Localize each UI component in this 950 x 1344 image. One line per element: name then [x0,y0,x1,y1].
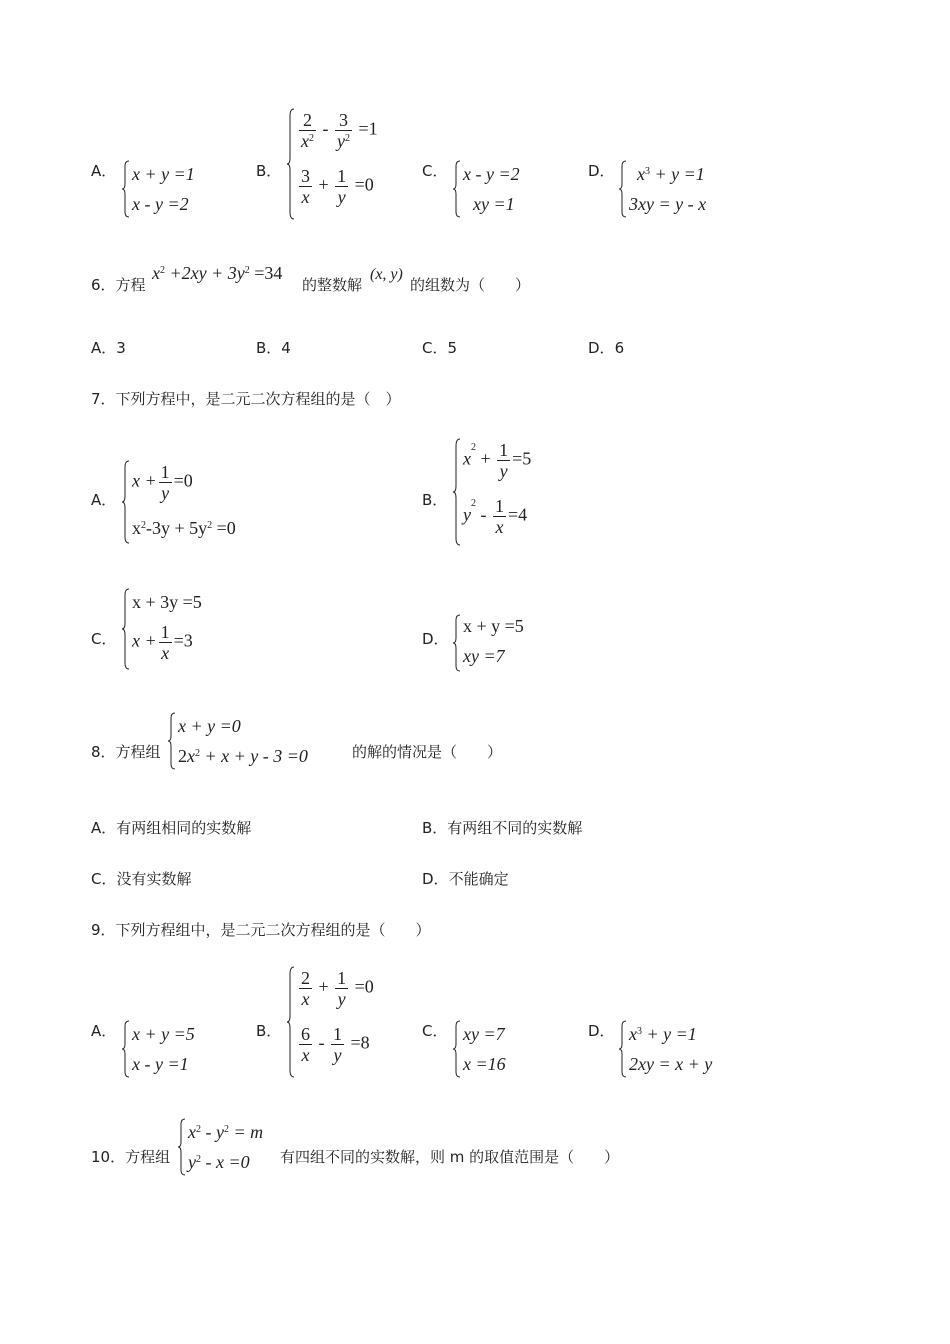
q9-d-eq2: 2xy = x + y [629,1054,713,1074]
q9-d-eq1: $x^3 + y =1$ [629,1024,697,1044]
q5-option-d-label[interactable]: D． [588,162,615,180]
q9-option-a-label[interactable]: A． [91,1022,117,1040]
q9-a-eq2: x - y =1 [132,1054,189,1074]
q7-b-eq1: $x^2$ + $\frac{1}{y}$ =5 [463,440,532,481]
q7-option-d-label[interactable]: D． [422,630,449,648]
brace-icon [178,1118,186,1176]
q5-b-eq1: $\frac{2}{x^2}$ - $\frac{3}{y^2}$ =1 [301,110,378,151]
q7-option-a-label[interactable]: A． [91,491,117,509]
q7-option-b-system [453,438,573,546]
q6-prefix: 6．方程 [91,276,146,294]
q5-option-d-system [619,160,729,218]
q7-c-eq2: x + $\frac{1}{x}$ =3 [132,622,193,663]
q6-pair: (x, y) [370,266,403,283]
q5-c-eq2: xy =1 [473,194,515,214]
q9-option-c-system [453,1020,543,1078]
q6-option-a[interactable]: A．3 [91,339,126,357]
q6-option-d[interactable]: D．6 [588,339,625,357]
brace-icon [122,1020,130,1078]
brace-icon [619,1020,627,1078]
q5-option-b-label[interactable]: B． [256,162,282,180]
q9-c-eq1: xy =7 [463,1024,505,1044]
brace-icon [287,966,295,1078]
q5-option-c-system [453,160,543,218]
q6-option-c[interactable]: C．5 [422,339,458,357]
q7-option-d-system [453,614,543,672]
q7-stem: 7．下列方程中，是二元二次方程组的是（ ） [91,390,401,408]
q9-option-c-label[interactable]: C． [422,1022,448,1040]
brace-icon [287,108,295,220]
q7-a-eq1: x + $\frac{1}{y}$ =0 [132,462,193,503]
q8-eq2: $2x^2 + x + y - 3 =0$ [178,746,308,766]
q5-a-eq1: x + y =1 [132,164,195,184]
q7-d-eq1: x + y =5 [463,616,524,636]
q5-c-eq1: x - y =2 [463,164,520,184]
q5-a-eq2: x - y =2 [132,194,189,214]
q8-prefix: 8．方程组 [91,743,161,761]
q7-a-eq2: $x^2-3y + 5y^2 =0$ [132,518,236,538]
q6-option-b[interactable]: B．4 [256,339,291,357]
brace-icon [453,614,461,672]
q9-option-d-label[interactable]: D． [588,1022,615,1040]
q5-option-a-system [122,160,212,218]
q9-stem: 9．下列方程组中，是二元二次方程组的是（ ） [91,921,431,939]
q8-eq1: x + y =0 [178,716,241,736]
brace-icon [122,160,130,218]
q7-c-eq1: x + 3y =5 [132,592,202,612]
q10-eq2: $y^2 - x =0$ [188,1152,250,1172]
q7-option-c-system [122,588,242,670]
brace-icon [453,160,461,218]
q5-option-a-label[interactable]: A． [91,162,117,180]
q10-eq1: $x^2 - y^2 = m$ [188,1122,264,1142]
q9-a-eq1: x + y =5 [132,1024,195,1044]
brace-icon [619,160,627,218]
q9-option-a-system [122,1020,212,1078]
q7-option-a-system [122,460,272,544]
q9-b-eq1: $\frac{2}{x}$ + $\frac{1}{y}$ =0 [301,968,374,1009]
q6-suffix: 的组数为（ ） [410,276,531,294]
q6-mid: 的整数解 [302,276,363,294]
q7-option-c-label[interactable]: C． [91,630,117,648]
q8-option-a[interactable]: A．有两组相同的实数解 [91,819,252,837]
q7-b-eq2: $y^2$ - $\frac{1}{x}$ =4 [463,496,528,537]
q9-b-eq2: $\frac{6}{x}$ - $\frac{1}{y}$ =8 [301,1024,370,1065]
q5-b-eq2: $\frac{3}{x}$ + $\frac{1}{y}$ =0 [301,166,374,207]
brace-icon [122,588,130,670]
q8-option-d[interactable]: D．不能确定 [422,870,509,888]
q8-suffix: 的解的情况是（ ） [352,743,503,761]
q5-d-eq1: $x^3 + y =1$ [637,164,705,184]
q9-option-b-system [287,966,397,1078]
brace-icon [453,1020,461,1078]
q10-system [178,1118,288,1176]
q7-d-eq2: xy =7 [463,646,505,666]
q8-system [168,712,338,770]
q10-suffix: 有四组不同的实数解，则 m 的取值范围是（ ） [280,1148,620,1166]
q10-prefix: 10．方程组 [91,1148,171,1166]
brace-icon [168,712,176,770]
brace-icon [453,438,461,546]
q5-option-b-system [287,108,397,220]
q6-equation: $x^2 +2xy + 3y^2 =34$ [152,263,283,283]
q8-option-c[interactable]: C．没有实数解 [91,870,192,888]
q9-option-d-system [619,1020,729,1078]
q9-c-eq2: x =16 [463,1054,506,1074]
q5-d-eq2: 3xy = y - x [629,194,707,214]
q7-option-b-label[interactable]: B． [422,491,448,509]
q8-option-b[interactable]: B．有两组不同的实数解 [422,819,583,837]
q5-option-c-label[interactable]: C． [422,162,448,180]
q9-option-b-label[interactable]: B． [256,1022,282,1040]
brace-icon [122,460,130,544]
